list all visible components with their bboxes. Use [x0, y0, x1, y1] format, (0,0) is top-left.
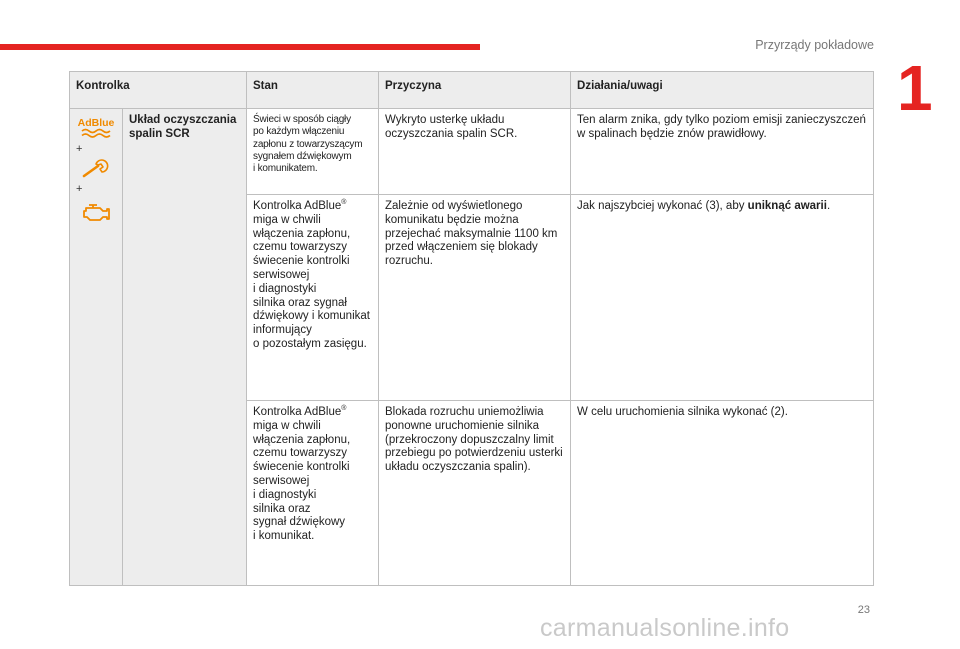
row-2-action-post: .	[826, 200, 831, 212]
row-3-action: W celu uruchomienia silnika wykonać (2).	[571, 401, 874, 586]
row-2-cause: Zależnie od wyświetlonego komunikatu będzie można przejechać maksymalnie 1100 km przed włączeniem się blokady rozruchu.	[379, 195, 571, 401]
page-number: 23	[857, 604, 870, 616]
row-3-cause: Blokada rozruchu uniemożliwia ponowne uruchomienie silnika (przekroczony dopuszczalny limit przebiegu po potwierdzeniu usterki układu oczyszczania spalin).	[379, 401, 571, 586]
header-accent-bar	[0, 44, 480, 50]
engine-icon	[79, 201, 113, 225]
warning-icons-cell	[70, 109, 123, 586]
column-header-przyczyna: Przyczyna	[379, 72, 571, 109]
row-3-state: miga w chwili włączenia zapłonu, czemu towarzyszy świecenie kontrolki serwisowej i diagnostyki silnika oraz sygnał dźwiękowy i komunikat.	[253, 419, 351, 543]
adblue-icon	[76, 114, 116, 140]
row-3-state-cell	[247, 401, 379, 586]
row-2-state: miga w chwili włączenia zapłonu, czemu towarzyszy świecenie kontrolki serwisowej i diagnostyki silnika oraz sygnał dźwiękowy i komunikat informujący o pozostałym zasięgu.	[253, 213, 370, 350]
table-header-row	[70, 72, 874, 109]
registered-mark: ®	[341, 405, 347, 413]
table-row	[70, 109, 874, 195]
row-2-state-lead: Kontrolka AdBlue	[253, 200, 342, 212]
plus-sign: +	[76, 143, 83, 155]
watermark: carmanualsonline.info	[540, 614, 790, 642]
row-2-state-cell	[247, 195, 379, 401]
row-3-state-lead: Kontrolka AdBlue	[253, 406, 342, 418]
wrench-icon	[81, 158, 111, 180]
adblue-icon-label: AdBlue	[77, 117, 115, 129]
column-header-dzialania: Działania/uwagi	[571, 72, 874, 109]
plus-sign: +	[76, 182, 83, 195]
row-1-action: Ten alarm znika, gdy tylko poziom emisji zanieczyszczeń w spalinach będzie znów prawidłowy.	[571, 109, 874, 195]
row-1-cause: Wykryto usterkę układu oczyszczania spalin SCR.	[379, 109, 571, 195]
section-title: Przyrządy pokładowe	[755, 38, 874, 52]
row-2-action-bold: uniknąć awarii	[747, 200, 827, 212]
row-2-action-cell	[571, 195, 874, 401]
system-label: Układ oczyszczania spalin SCR	[123, 109, 247, 586]
warning-lights-table	[69, 71, 874, 586]
column-header-kontrolka: Kontrolka	[70, 72, 247, 109]
row-2-action-pre: Jak najszybciej wykonać (3), aby	[577, 200, 748, 212]
row-1-state: Świeci w sposób ciągły po każdym włączeniu zapłonu z towarzyszącym sygnałem dźwiękowym i komunikatem.	[247, 109, 379, 195]
column-header-stan: Stan	[247, 72, 379, 109]
registered-mark: ®	[341, 199, 347, 207]
chapter-number: 1	[897, 52, 933, 124]
